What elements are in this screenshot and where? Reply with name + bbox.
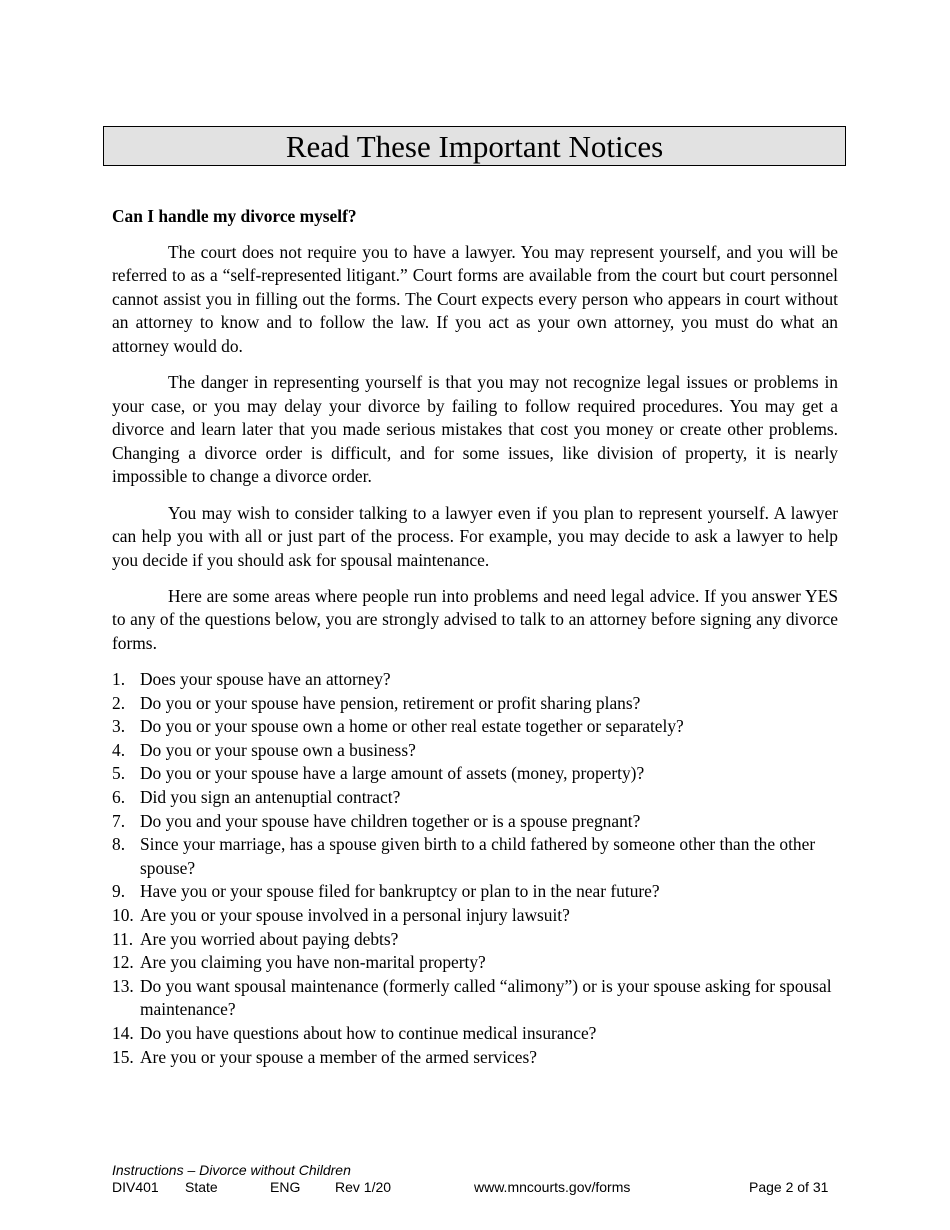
list-item [112, 715, 838, 739]
list-item-text: Are you worried about paying debts? [140, 928, 399, 949]
list-item [112, 762, 838, 786]
list-item [112, 810, 838, 834]
list-item-text: Do you want spousal maintenance (formerly called “alimony”) or is your spouse asking for spousal maintenance? [140, 975, 832, 1020]
footer-document-title: Instructions – Divorce without Children [112, 1162, 351, 1178]
list-item-number: 7. [112, 810, 126, 831]
list-item-number: 13. [112, 975, 134, 996]
paragraph-danger: The danger in representing yourself is that you may not recognize legal issues or problems in your case, or you may delay your divorce by failing to follow required procedures. You may get a divorce and learn later that you made serious mistakes that cost you money or create other problems. Changing a divorce order is difficult, and for some issues, like division of property, it is nearly impossible to change a divorce order. [112, 372, 838, 487]
footer-revision: Rev 1/20 [335, 1179, 392, 1195]
list-item-number: 1. [112, 669, 126, 690]
list-item-number: 12. [112, 952, 134, 973]
footer-jurisdiction: State [185, 1179, 218, 1195]
footer-meta-row [112, 1179, 838, 1196]
footer-page-number: Page 2 of 31 [749, 1179, 829, 1195]
list-item [112, 880, 838, 904]
list-item-text: Do you have questions about how to continue medical insurance? [140, 1023, 597, 1043]
list-item [112, 975, 838, 1022]
list-item-number: 9. [112, 881, 126, 902]
list-item [112, 833, 838, 880]
list-item-number: 8. [112, 834, 126, 855]
list-item [112, 786, 838, 810]
list-item [112, 951, 838, 975]
page-footer [112, 1162, 838, 1196]
section-heading: Can I handle my divorce myself? [112, 206, 357, 226]
footer-form-code: DIV401 [112, 1179, 159, 1195]
footer-language: ENG [270, 1179, 301, 1195]
list-item-number: 2. [112, 692, 126, 713]
list-item-number: 11. [112, 928, 134, 949]
document-body [112, 205, 838, 1069]
list-item [112, 692, 838, 716]
questions-list [112, 668, 838, 1069]
list-item-text: Have you or your spouse filed for bankruptcy or plan to in the near future? [140, 881, 660, 902]
footer-website: www.mncourts.gov/forms [474, 1179, 631, 1195]
paragraph-problem-areas: Here are some areas where people run into problems and need legal advice. If you answer YES to any of the questions below, you are strongly advised to talk to an attorney before signing any divorce forms. [112, 585, 838, 653]
list-item-text: Are you or your spouse a member of the armed services? [140, 1046, 537, 1067]
paragraph-consider-lawyer: You may wish to consider talking to a lawyer even if you plan to represent yourself. A lawyer can help you with all or just part of the process. For example, you may decide to ask a lawyer to help you decide if you should ask for spousal maintenance. [112, 502, 838, 570]
list-item [112, 1022, 838, 1046]
list-item-text: Do you or your spouse have pension, retirement or profit sharing plans? [140, 692, 641, 713]
list-item-number: 15. [112, 1046, 134, 1067]
list-item-text: Are you claiming you have non-marital property? [140, 952, 486, 973]
list-item-text: Did you sign an antenuptial contract? [140, 787, 401, 808]
list-item [112, 739, 838, 763]
list-item-text: Do you or your spouse own a business? [140, 739, 416, 760]
list-item-number: 3. [112, 716, 126, 737]
list-item [112, 668, 838, 692]
list-item-text: Does your spouse have an attorney? [140, 669, 391, 690]
list-item-number: 4. [112, 739, 126, 760]
list-item-text: Do you and your spouse have children together or is a spouse pregnant? [140, 810, 641, 831]
list-item-number: 6. [112, 787, 126, 808]
list-item-text: Since your marriage, has a spouse given birth to a child fathered by someone other than the other spouse? [140, 834, 816, 878]
paragraph-self-representation: The court does not require you to have a lawyer. You may represent yourself, and you will be referred to as a “self-represented litigant.” Court forms are available from the court but court personnel cannot assist you in filling out the forms. The Court expects every person who appears in court without an attorney to know and to follow the law. If you act as your own attorney, you must do what an attorney would do. [112, 241, 838, 356]
page-title: Read These Important Notices [103, 126, 846, 166]
list-item [112, 1046, 838, 1070]
list-item-text: Do you or your spouse own a home or other real estate together or separately? [140, 716, 684, 737]
list-item-text: Are you or your spouse involved in a personal injury lawsuit? [140, 905, 570, 926]
list-item [112, 904, 838, 928]
list-item [112, 928, 838, 952]
list-item-number: 10. [112, 905, 134, 926]
list-item-number: 14. [112, 1023, 134, 1043]
list-item-number: 5. [112, 763, 126, 784]
list-item-text: Do you or your spouse have a large amount of assets (money, property)? [140, 763, 645, 784]
